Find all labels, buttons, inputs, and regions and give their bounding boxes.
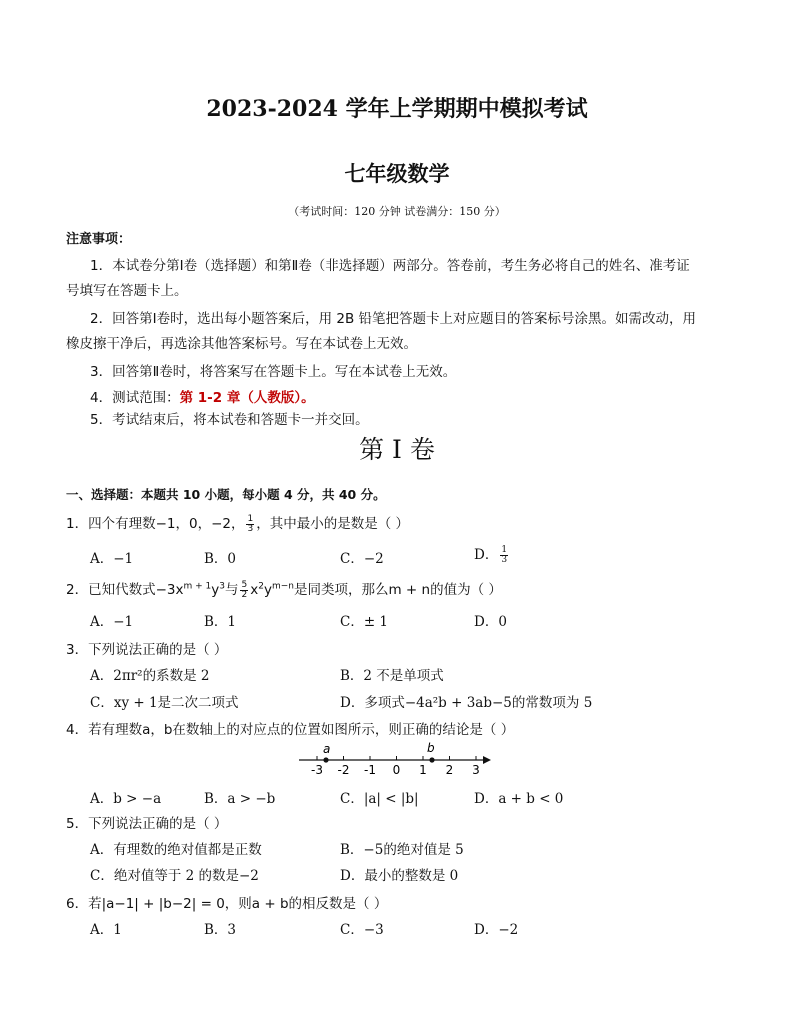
q2-option-a: A．−1 xyxy=(90,614,134,630)
q2-fraction xyxy=(240,581,248,600)
q3-option-d: D．多项式−4a²b + 3ab−5的常数项为 5 xyxy=(340,695,593,711)
number-line-tick-label: -2 xyxy=(337,763,350,777)
q2-part-c: 与 xyxy=(224,582,239,598)
number-line-tick-label: 0 xyxy=(392,763,401,777)
q2-part-a: 2．已知代数式−3x xyxy=(66,582,184,598)
number-line-tick-label: -1 xyxy=(364,763,376,777)
section-heading: 一、选择题：本题共 10 小题，每小题 4 分，共 40 分。 xyxy=(66,487,386,502)
point-b-label: b xyxy=(427,741,435,755)
number-line-tick-label: 3 xyxy=(472,763,480,777)
q2-sup-2: 3 xyxy=(219,581,225,592)
q5-option-b: B．−5的绝对值是 5 xyxy=(340,842,464,858)
q1-fraction xyxy=(246,515,254,534)
q2-option-b: B．1 xyxy=(204,614,237,630)
q2-frac-num: 5 xyxy=(241,579,248,590)
q1-d-frac-num: 1 xyxy=(501,545,508,555)
note-2-line-1: 2．回答第Ⅰ卷时，选出每小题答案后，用 2B 铅笔把答题卡上对应题目的答案标号涂黑。如需改动，用 xyxy=(90,311,697,327)
number-line-tick-label: -3 xyxy=(311,763,323,777)
exam-title: 2023-2024 学年上学期期中模拟考试 xyxy=(206,96,588,122)
q1-option-d xyxy=(474,543,510,565)
point-a-label: a xyxy=(323,742,331,756)
exam-info: （考试时间：120 分钟 试卷满分：150 分） xyxy=(288,205,506,218)
q4-option-c: C．|a| < |b| xyxy=(340,791,419,807)
q2-part-b: y xyxy=(211,582,220,598)
q2-sup-4: m−n xyxy=(271,581,294,592)
q5-option-d: D．最小的整数是 0 xyxy=(340,868,459,884)
q2-sup-1: m + 1 xyxy=(183,581,212,592)
question-2-stem xyxy=(66,578,502,600)
number-line xyxy=(295,738,495,778)
q2-part-d: x xyxy=(250,582,259,598)
q1-option-c: C．−2 xyxy=(340,551,384,567)
q6-option-b: B．3 xyxy=(204,922,237,938)
q1-d-frac-den: 3 xyxy=(501,555,508,565)
note-4-scope: 第 1-2 章（人教版）。 xyxy=(179,390,315,406)
q5-option-a: A．有理数的绝对值都是正数 xyxy=(90,842,262,858)
q1-option-d-label: D． xyxy=(474,547,499,563)
q1-frac-den: 3 xyxy=(247,523,254,534)
q6-option-c: C．−3 xyxy=(340,922,384,938)
q2-part-e: y xyxy=(263,582,272,598)
note-1-line-2: 号填写在答题卡上。 xyxy=(66,283,188,299)
volume-heading: 第 I 卷 xyxy=(359,435,435,464)
q2-sup-3: 2 xyxy=(258,581,264,592)
q1-option-a: A．−1 xyxy=(90,551,134,567)
note-3: 3．回答第Ⅱ卷时，将答案写在答题卡上。写在本试卷上无效。 xyxy=(90,364,457,380)
q1-stem-end: ，其中最小的是数是（ ） xyxy=(256,516,410,532)
notes-heading: 注意事项： xyxy=(66,232,132,247)
question-5-stem: 5．下列说法正确的是（ ） xyxy=(66,816,228,832)
q2-part-f: 是同类项，那么m + n的值为（ ） xyxy=(293,582,502,598)
q3-option-a: A．2πr²的系数是 2 xyxy=(90,668,210,684)
exam-subtitle: 七年级数学 xyxy=(344,161,450,186)
q1-stem-text: 1．四个有理数−1，0，−2， xyxy=(66,516,245,532)
question-3-stem: 3．下列说法正确的是（ ） xyxy=(66,642,228,658)
q2-frac-den: 2 xyxy=(241,589,248,600)
q1-option-d-fraction xyxy=(500,546,508,565)
number-line-tick-label: 1 xyxy=(419,763,427,777)
q4-option-b: B．a > −b xyxy=(204,791,276,807)
note-1-line-1: 1．本试卷分第Ⅰ卷（选择题）和第Ⅱ卷（非选择题）两部分。答卷前，考生务必将自己的姓名、准考证 xyxy=(90,258,690,274)
q3-option-c: C．xy + 1是二次二项式 xyxy=(90,695,239,711)
q2-option-c: C．± 1 xyxy=(340,614,389,630)
question-1-stem xyxy=(66,512,409,534)
q3-option-b: B．2 不是单项式 xyxy=(340,668,444,684)
note-4-label: 4．测试范围： xyxy=(90,390,180,406)
point-b-marker xyxy=(429,757,434,762)
point-a-marker xyxy=(323,757,328,762)
q5-option-c: C．绝对值等于 2 的数是−2 xyxy=(90,868,259,884)
note-4 xyxy=(90,386,315,406)
question-6-stem: 6．若|a−1| + |b−2| = 0，则a + b的相反数是（ ） xyxy=(66,896,388,912)
note-5: 5．考试结束后，将本试卷和答题卡一并交回。 xyxy=(90,412,369,428)
question-4-stem: 4．若有理数a，b在数轴上的对应点的位置如图所示，则正确的结论是（ ） xyxy=(66,722,515,738)
q6-option-d: D．−2 xyxy=(474,922,519,938)
q4-option-a: A．b > −a xyxy=(90,791,162,807)
q6-option-a: A．1 xyxy=(90,922,122,938)
q2-option-d: D．0 xyxy=(474,614,507,630)
q4-option-d: D．a + b < 0 xyxy=(474,791,564,807)
note-2-line-2: 橡皮擦干净后，再选涂其他答案标号。写在本试卷上无效。 xyxy=(66,336,417,352)
q1-frac-num: 1 xyxy=(247,513,254,524)
number-line-arrow xyxy=(483,756,491,764)
number-line-tick-label: 2 xyxy=(445,763,454,777)
q1-option-b: B．0 xyxy=(204,551,237,567)
